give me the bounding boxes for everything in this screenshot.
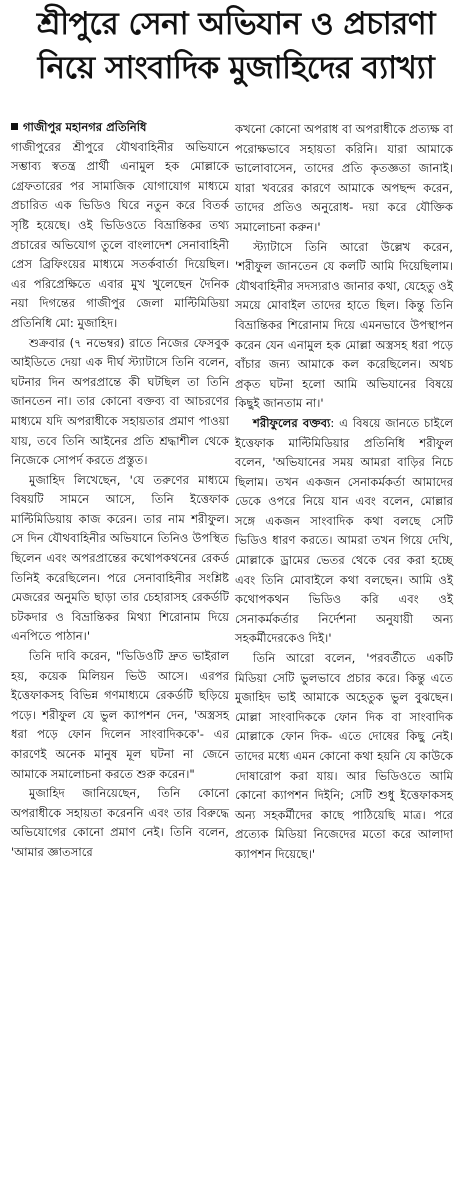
paragraph: স্ট্যাটাসে তিনি আরো উল্লেখ করেন, 'শরীফুল জানতেন যে কলটি আমি দিয়েছিলাম। যৌথবাহিনীর সদস্যরাও জানার কথা, যেহেতু ওই সময়ে মোবাইল তাদের হাতে ছিল। কিন্তু তিনি বিভ্রান্তিকর শিরোনাম দিয়ে এমনভাবে উপস্থাপন করেন যেন এনামুল হক মোল্লা অস্ত্রসহ ধরা পড়ে বাঁচার জন্য আমাকে কল করেছিলেন। অথচ প্রকৃত ঘটনা হলো আমি অভিযানের বিষয়ে কিছুই জানতাম না।'	[235, 239, 453, 411]
paragraph	[235, 414, 453, 649]
paragraph: গাজীপুরের শ্রীপুরে যৌথবাহিনীর অভিযানে সম্ভাব্য স্বতন্ত্র প্রার্থী এনামুল হক মোল্লাকে গ্রেফতারের পর সামাজিক যোগাযোগ মাধ্যমে প্রচারিত এক ভিডিও ঘিরে নতুন করে বিতর্ক সৃষ্টি হয়েছে। ওই ভিডিওতে বিভ্রান্তিকর তথ্য প্রচারের অভিযোগ তুলে বাংলাদেশ সেনাবাহিনী প্রেস ব্রিফিংয়ের মাধ্যমে সতর্কবার্তা দিয়েছিল। এর পরিপ্রেক্ষিতে এবার মুখ খুলেছেন দৈনিক নয়া দিগন্তের গাজীপুর জেলা মাল্টিমিডিয়া প্রতিনিধি মো: মুজাহিদ।	[11, 139, 229, 330]
byline	[11, 118, 229, 138]
paragraph: মুজাহিদ লিখেছেন, 'যে তরুণের মাধ্যমে বিষয়টি সামনে আসে, তিনি ইত্তেফাক মাল্টিমিডিয়ায় কাজ করেন। তার নাম শরীফুল। সে দিন যৌথবাহিনীর অভিযানে তিনিও উপস্থিত ছিলেন এবং অপরপ্রান্তের কথোপকথনের রেকর্ড তিনিই করেছিলেন। পরে সেনাবাহিনীর সংশ্লিষ্ট মেজরের অনুমতি ছাড়া তার চেহারাসহ রেকর্ডটি চটকদার ও বিভ্রান্তিকর মিথ্যা শিরোনাম দিয়ে এনপিতে পাঠান।'	[11, 472, 229, 644]
paragraph-text: : এ বিষয়ে জানতে চাইলে ইত্তেফাক মাল্টিমিডিয়ার প্রতিনিধি শরীফুল বলেন, 'অভিযানের সময় আমরা বাড়ির নিচে ছিলাম। তখন একজন সেনাকর্মকর্তা আমাদের ডেকে ওপরে নিয়ে যান এবং বলেন, মোল্লার সঙ্গে একজন সাংবাদিক কথা বলছে সেটি ভিডিও ধারণ করতে। আমরা তখন গিয়ে দেখি, মোল্লাকে ড্রামের ভেতর থেকে বের করা হচ্ছে এবং তিনি মোবাইলে কথা বলছেন। আমি ওই কথোপকথন ভিডিও করি এবং ওই সেনাকর্মকর্তার নির্দেশনা অনুযায়ী অন্য সহকর্মীদেরকেও দিই।'	[235, 415, 453, 646]
paragraph: মুজাহিদ জানিয়েছেন, তিনি কোনো অপরাধীকে সহায়তা করেননি এবং তার বিরুদ্ধে অভিযোগের কোনো প্রমাণ নেই। তিনি বলেন, 'আমার জ্ঞাতসারে	[11, 786, 229, 859]
article-right-column	[235, 120, 453, 865]
headline	[6, 2, 466, 90]
sub-heading: শরীফুলের বক্তব্য	[253, 415, 331, 430]
article-left-column	[11, 118, 229, 863]
byline-text: গাজীপুর মহানগর প্রতিনিধি	[23, 120, 147, 134]
paragraph: কখনো কোনো অপরাধ বা অপরাধীকে প্রত্যক্ষ বা পরোক্ষভাবে সহায়তা করিনি। যারা আমাকে ভালোবাসেন, তাদের প্রতি কৃতজ্ঞতা জানাই। যারা খবরের কারণে আমাকে অপছন্দ করেন, তাদের প্রতিও অনুরোধ- দয়া করে যৌক্তিক সমালোচনা করুন।'	[235, 122, 454, 234]
headline-line-2: নিয়ে সাংবাদিক মুজাহিদের ব্যাখ্যা	[37, 50, 435, 86]
headline-line-1: শ্রীপুরে সেনা অভিযান ও প্রচারণা	[36, 6, 436, 42]
square-bullet-icon	[11, 123, 18, 130]
paragraph: শুক্রবার (৭ নভেম্বর) রাতে নিজের ফেসবুক আইডিতে দেয়া এক দীর্ঘ স্ট্যাটাসে তিনি বলেন, ঘটনার দিন অপরপ্রান্তে কী ঘটছিল তা তিনি জানতেন না। তার কোনো বক্তব্য বা আচরণের মাধ্যমে যদি অপরাধীকে সহায়তার প্রমাণ পাওয়া যায়, তবে তিনি আইনের প্রতি শ্রদ্ধাশীল থেকে নিজেকে সোপর্দ করতে প্রস্তুত।	[11, 335, 229, 468]
paragraph: তিনি আরো বলেন, 'পরবর্তীতে একটি মিডিয়া সেটি ভুলভাবে প্রচার করে। কিন্তু এতে মুজাহিদ ভাই আমাকে অহেতুক ভুল বুঝছেন। মোল্লা সাংবাদিককে ফোন দিক বা সাংবাদিক মোল্লাকে ফোন দিক- এতে দোষের কিছু নেই। তাদের মধ্যে এমন কোনো কথা হয়নি যে কাউকে দোষারোপ করা যায়। আর ভিডিওতে আমি কোনো ক্যাপশন দিইনি; সেটি শুধু ইত্তেফাকসহ অন্য সহকর্মীদের কাছে পাঠিয়েছি মাত্র। পরে প্রত্যেক মিডিয়া নিজেদের মতো করে আলাদা ক্যাপশন দিয়েছে।'	[235, 651, 453, 861]
paragraph: তিনি দাবি করেন, "ভিডিওটি দ্রুত ভাইরাল হয়, কয়েক মিলিয়ন ভিউ আসে। এরপর ইত্তেফাকসহ বিভিন্ন গণমাধ্যমে রেকর্ডটি ছড়িয়ে পড়ে। শরীফুল যে ভুল ক্যাপশন দেন, 'অস্ত্রসহ ধরা পড়ে ফোন দিলেন সাংবাদিককে'- এর কারণেই অনেক মানুষ মূল ঘটনা না জেনে আমাকে সমালোচনা করতে শুরু করেন।"	[11, 649, 229, 781]
